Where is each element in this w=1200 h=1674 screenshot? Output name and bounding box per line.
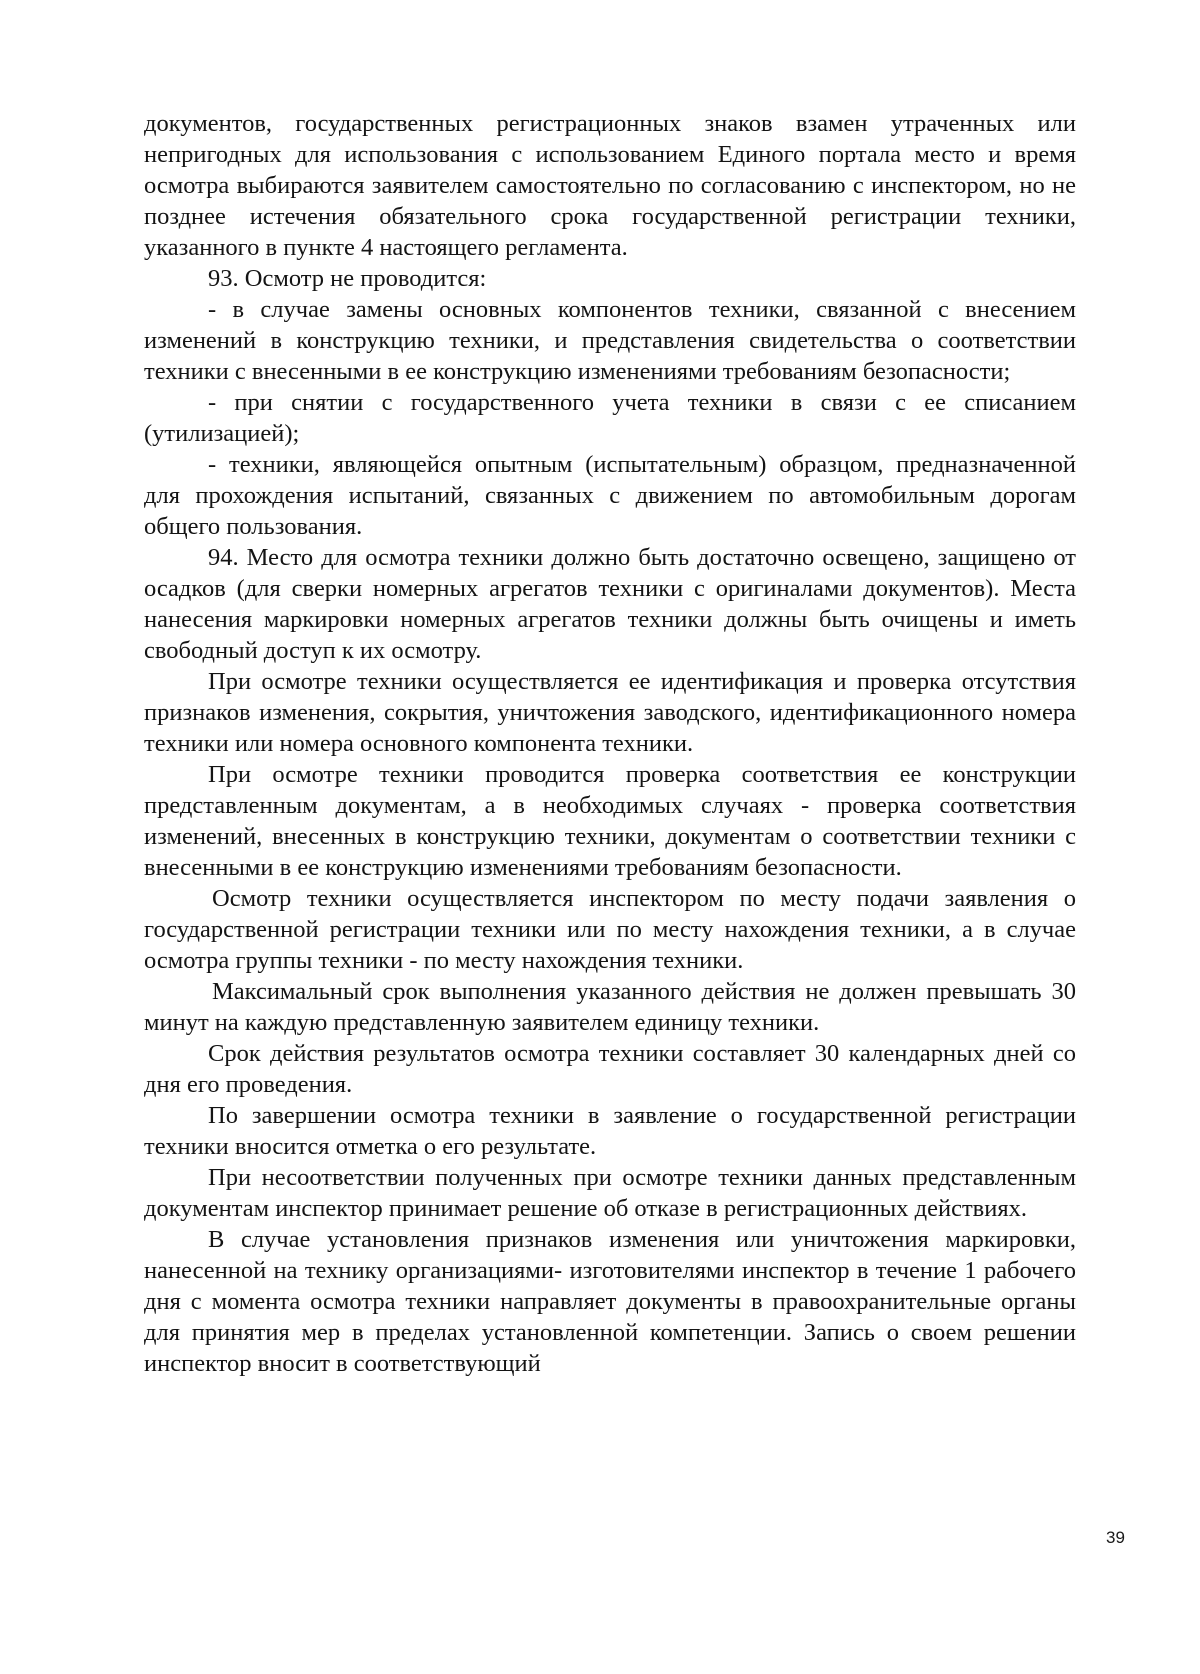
paragraph-continuation: документов, государственных регистрационных знаков взамен утраченных или непригодных для использования с использованием Единого портала место и время осмотра выбираются заявителем самостоятельно по согласованию с инспектором, но не позднее истечения обязательного срока государственной регистрации техники, указанного в пункте 4 настоящего регламента. bbox=[144, 110, 1076, 261]
paragraph-94: 94. Место для осмотра техники должно быть достаточно освещено, защищено от осадков (для сверки номерных агрегатов техники с оригиналами документов). Места нанесения маркировки номерных агрегатов техники должны быть очищены и иметь свободный доступ к их осмотру. bbox=[144, 544, 1076, 664]
paragraph-result-mark: По завершении осмотра техники в заявление о государственной регистрации техники вносится отметка о его результате. bbox=[144, 1102, 1076, 1160]
paragraph-identification: При осмотре техники осуществляется ее идентификация и проверка отсутствия признаков изменения, сокрытия, уничтожения заводского, идентификационного номера техники или номера основного компонента техники. bbox=[144, 668, 1076, 757]
paragraph-93-heading: 93. Осмотр не проводится: bbox=[208, 265, 487, 292]
paragraph-validity-period: Срок действия результатов осмотра техники составляет 30 календарных дней со дня его проведения. bbox=[144, 1040, 1076, 1098]
paragraph-conformity-check: При осмотре техники проводится проверка соответствия ее конструкции представленным документам, а в необходимых случаях - проверка соответствия изменений, внесенных в конструкцию техники, документам о соответствии техники с внесенными в ее конструкцию изменениями требованиям безопасности. bbox=[144, 761, 1076, 881]
paragraph-max-duration: Максимальный срок выполнения указанного действия не должен превышать 30 минут на каждую представленную заявителем единицу техники. bbox=[144, 978, 1076, 1036]
paragraph-93-item-1: - в случае замены основных компонентов техники, связанной с внесением изменений в конструкцию техники, и представления свидетельства о соответствии техники с внесенными в ее конструкцию изменениями требованиям безопасности; bbox=[144, 296, 1076, 385]
paragraph-93-item-2: - при снятии с государственного учета техники в связи с ее списанием (утилизацией); bbox=[144, 389, 1076, 447]
paragraph-refusal: При несоответствии полученных при осмотре техники данных представленным документам инспектор принимает решение об отказе в регистрационных действиях. bbox=[144, 1164, 1076, 1222]
paragraph-93-item-3: - техники, являющейся опытным (испытательным) образцом, предназначенной для прохождения испытаний, связанных с движением по автомобильным дорогам общего пользования. bbox=[144, 451, 1076, 540]
paragraph-marking-change: В случае установления признаков изменения или уничтожения маркировки, нанесенной на технику организациями- изготовителями инспектор в течение 1 рабочего дня с момента осмотра техники направляет документы в правоохранительные органы для принятия мер в пределах установленной компетенции. Запись о своем решении инспектор вносит в соответствующий bbox=[144, 1226, 1076, 1377]
document-body bbox=[144, 108, 1076, 1379]
page-number: 39 bbox=[1106, 1528, 1125, 1547]
paragraph-inspection-place: Осмотр техники осуществляется инспектором по месту подачи заявления о государственной регистрации техники или по месту нахождения техники, а в случае осмотра группы техники - по месту нахождения техники. bbox=[144, 885, 1076, 974]
